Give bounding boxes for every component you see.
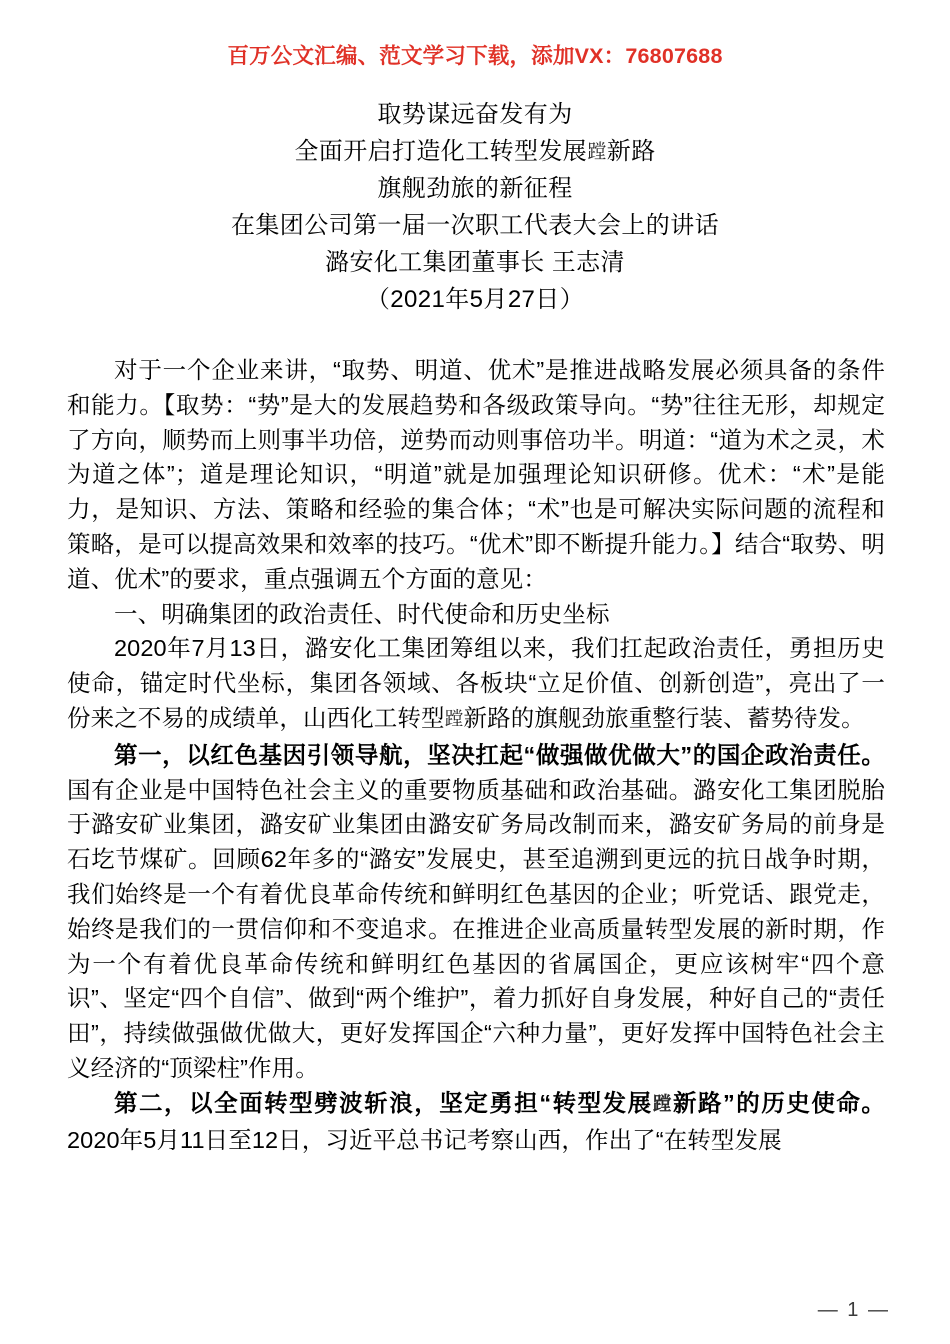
paragraph-intro-text: 对于一个企业来讲，“取势、明道、优术”是推进战略发展必须具备的条件和能力。【取势：“势”是大的发展趋势和各级政策导向。“势”往往无形，却规定了方向，顺势而上则事半功倍，逆势而动则事倍功半。明道：“道为术之灵，术为道之体”；道是理论知识，“明道”就是加强理论知识研修。优术：“术”是能力，是知识、方法、策略和经验的集合体；“术”也是可解决实际问题的流程和策略，是可以提高效果和效率的技巧。“优术”即不断提升能力。】结合“取势、明道、优术”的要求，重点强调五个方面的意见： (67, 357, 885, 592)
point-two-bold-lead-b: 新路”的历史使命。 (673, 1089, 886, 1116)
point-one-body-text: 国有企业是中国特色社会主义的重要物质基础和政治基础。潞安化工集团脱胎于潞安矿业集团，潞安矿业集团由潞安矿务局改制而来，潞安矿务局的前身是石圪节煤矿。回顾62年多的“潞安”发展史，甚至追溯到更远的抗日战争时期，我们始终是一个有着优良革命传统和鲜明红色基因的企业；听党话、跟党走，始终是我们的一贯信仰和不变追求。在推进企业高质量转型发展的新时期，作为一个有着优良革命传统和鲜明红色基因的省属国企，更应该树牢“四个意识”、坚定“四个自信”、做到“两个维护”，着力抓好自身发展，种好自己的“责任田”，持续做强做优做大，更好发挥国企“六种力量”，更好发挥中国特色社会主义经济的“顶梁柱”作用。 (67, 776, 885, 1081)
fallback-glyph-tang: 蹚 (652, 1093, 673, 1115)
paragraph-intro (67, 353, 885, 597)
title-line-2-text-a: 全面开启打造化工转型发展 (294, 138, 588, 165)
paragraph-founding (67, 631, 885, 737)
document-title-block (67, 96, 883, 318)
title-line-3 (67, 170, 883, 207)
title-line-1-text: 取势谋远奋发有为 (377, 101, 573, 128)
title-line-2-text-b: 新路 (606, 138, 656, 165)
promo-header-text: 百万公文汇编、范文学习下载，添加VX：76807688 (227, 44, 723, 68)
point-one-bold-lead: 第一，以红色基因引领导航，坚决扛起“做强做优做大”的国企政治责任。 (114, 741, 885, 768)
section-heading-one (67, 597, 885, 632)
title-line-5-speaker (67, 244, 883, 281)
title-line-4-occasion (67, 207, 883, 244)
fallback-glyph-tang: 蹚 (444, 708, 464, 730)
document-body (67, 353, 885, 1157)
page-number: — 1 — (817, 1299, 890, 1321)
point-two-body-text: 2020年5月11日至12日，习近平总书记考察山西，作出了“在转型发展 (67, 1126, 782, 1153)
speech-date-text: （2021年5月27日） (365, 286, 585, 313)
section-heading-one-text: 一、明确集团的政治责任、时代使命和历史坐标 (114, 600, 610, 627)
title-line-1 (67, 96, 883, 133)
fallback-glyph-tang: 蹚 (587, 140, 607, 163)
title-line-3-text: 旗舰劲旅的新征程 (377, 175, 573, 202)
title-line-2 (67, 133, 883, 170)
title-line-6-date (67, 281, 883, 318)
paragraph-point-one (67, 738, 885, 1086)
paragraph-founding-text-a: 2020年7月13日，潞安化工集团筹组以来，我们扛起政治责任，勇担历史使命，锚定时代坐标，集团各领域、各板块“立足价值、创新创造”，亮出了一份来之不易的成绩单，山西化工转型 (67, 635, 885, 731)
point-two-bold-lead-a: 第二，以全面转型劈波斩浪，坚定勇担“转型发展 (114, 1089, 653, 1116)
paragraph-founding-text-b: 新路的旗舰劲旅重整行装、蓄势待发。 (463, 704, 865, 731)
title-line-4-text: 在集团公司第一届一次职工代表大会上的讲话 (231, 212, 719, 239)
speaker-name-text: 潞安化工集团董事长 王志清 (325, 249, 625, 276)
paragraph-point-two (67, 1086, 885, 1158)
